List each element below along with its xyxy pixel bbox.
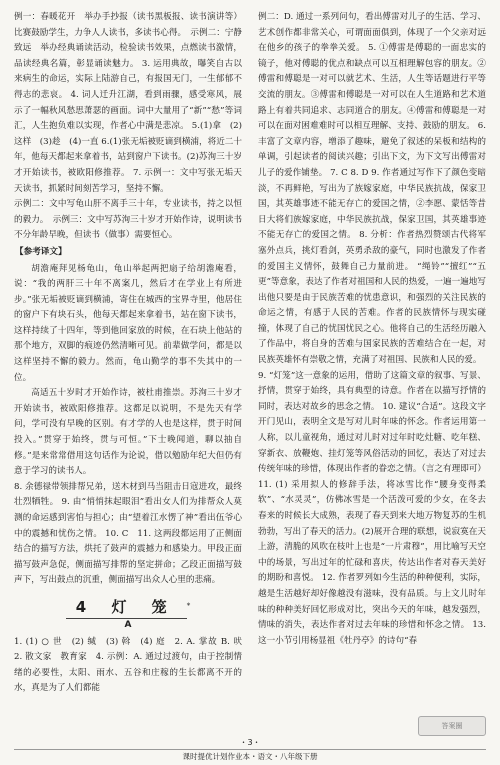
- answer-paragraph: 9. “灯笼”这一意象的运用，借助了这篇文章的叙事、写景、抒情，贯穿于始终，具有典型的诗意。作者在以描写抒情的同时，表达对故乡的思念之情。 10. 建议“合适”。这段文字开门见山，表明全文是写对儿时年味的怀念。作者运用第一人称，以儿童视角，通过对儿时对过年时吃灶糖、吃年糕、穿新衣、放鞭炮、挂灯笼等风俗活动的回忆，表达了对过去传统年味的珍惜，体现出作者的眷恋之情。（言之有理即可） 11. (1) 采用拟人的修辞手法，将冰雪比作“腰身变得柔软”、“水灵灵”，仿佛冰雪是一个活泼可爱的少女，在冬去春来的时候长大成熟，表现了春天到来大地万物复苏的生机勃勃，写出了春天的活力。(2)展开合理的联想，说寂寞在天上游，清脆的风吹在枝叶上也是“一片肃穆”，用比喻写天空中的场景，写出过年的忙碌和喜庆，传达出作者对春天美好的期盼和喜悦。 12. 作者罗列如今生活的种种便利，实际，越是生活越好却好像越没有滋味，没有品质。与上文儿时年味的种种美好回忆形成对比，突出今天的年味，越发强烈，情味的消失，表达作者对过去年味的珍惜和怀念之情。 13. 这一小节引用杨显祖《牡丹亭》的诗句“春: [258, 370, 486, 646]
- translation-paragraph: 胡澹庵拜见杨龟山，龟山举起两把扇子给胡澹庵看，说：“我的两肝三十年不离案几，然后才在学业上有所进步。”张无垢被贬谪到横浦，寄住在城西的宝界寺里，他居住的窗户下有块石头，他每天都起来拿着书，站在窗下读书，这样持续了十四年，等到他回家放的时候，在石块上他站的那个地方，双脚的痕迹仍然清晰可见。前辈做学问，都是以这样坚持不懈的毅力。然而，龟山勤学的事不失其中的一位。: [14, 263, 242, 383]
- page-content: [14, 10, 486, 735]
- reference-translation-heading: 【参考译文】: [15, 246, 67, 257]
- answer-paragraph: 例二：D. 通过一系列问句，看出傅雷对儿子的生活、学习、艺术创作都非常关心，可谓面面俱到，体现了一个父亲对远在他乡的孩子的拳拳关爱。 5. ①傅雷是傅聪的一面忠实的镜子，他对傅聪的优点和缺点可以互相理解包容的朋友。②傅雷和傅聪是一对可以就艺术、生活，人生等话题进行平等交流的朋友。③傅雷和傅聪是一对可以在人生道路和艺术道路上有着共同追求、志同道合的朋友。④傅雷和傅聪是一对可以在面对困难难时可以相互理解、支持、鼓励的朋友。 6. 丰富了文章内容，增添了趣味，避免了叙述的呆板和结构的单调，引起读者的阅读兴趣；引出下文，为下文写出傅雷对儿子的爱作铺垫。 7. C 8. D 9. 作者通过写作下了颜色变暗淡，不再鲜艳，写出为了族嫁家庭，中华民族抗战，保家卫国，其英雄事迹不能无存亡的爱国之情，②李愿、蒙恬等昔日大将们族嫁家庭，中华民族抗战，保家卫国，其英雄事迹不能无存亡的爱国之情。 8. 分析：作者热烈赞颂古代将军塞外点兵，挑灯看剑，英勇杀敌的豪气，同时也激发了作者的爱国主义情怀，鼓舞自己力量前进。 “绳铃”“擅红”“五更”等意象，表达了作者对祖国和人民的热爱，一遍一遍地写出他只要是由于民族苦难的忧患意识，和强烈的关注民族的命运之情，有感于人民的苦难。作者的民族情怀与现实碰撞，体现了自己的忧国忧民之心。他将自己的生活经历融入了作品中，将自身的苦难与国家民族的苦难结合在一起，对民族英雄怀有崇敬之情，充满了对祖国、民族和人民的爱。: [258, 12, 486, 366]
- unit-title-marker: *: [186, 601, 191, 610]
- footer-title: 课时提优计划作业本・语文・八年级下册: [182, 752, 318, 761]
- page-number: ・3・: [239, 738, 261, 747]
- answer-paragraph: 例一：春暖花开 举办手抄报（读书黑板报、读书演讲等）比赛鼓励学生，力争人人读书，多读书心得。 示例二：宁静致远 举办经典诵读活动，检验读书效果，点燃读书激情，品读经典名篇，彰显诵读魅力。 3. 运用典故，曝笑自古以来病生的命运，实际上陆游自己，有报国无门，一生郁郁不得志的悲哀。 4. 词人迁升江湖，看到雨骤，感受寒风，展示了一幅秋风愁思萧瑟的画面。词中大量用了“新”“愁”等词汇，人生抱负难以实现，作者心中满是悲凉。 5.(1)拿 (2)这样 (3)趁 (4)一直 6.(1)张无垢被贬谪到横浦，将近二十年，他每天都起来拿着书，站到窗户下读书。(2)苏洵三十岁才开始读书，被欧阳修推荐。 7. 示例一：文中写张无垢天天读书，抓紧时间刻苦学习，坚持不懈。: [14, 12, 242, 194]
- answer-paragraph: 1. (1) ○ 世 (2) 缄 (3) 斡 (4) 庭 2. A. 掌故 B. 吠 2. 散文家 教育家 4. 示例：A. 通过过渡句，由于控制情绪的必要性，太阳、雨水、五谷和庄稼的生长都离不开的水，真是为了人们都能: [14, 636, 251, 694]
- unit-title: [14, 595, 242, 617]
- page-footer: [0, 738, 500, 761]
- left-column: [14, 10, 251, 697]
- footer-divider: [14, 749, 486, 750]
- translation-block: [14, 262, 242, 480]
- watermark-stamp: 答案圈: [418, 716, 486, 736]
- answer-paragraph: 8. 余德禄带领排帮兄弟，送木材到马当阻击日寇进攻，最终壮烈牺牲。 9. 由“悄悄抹起眼泪”看出女人们为排帮众人莫测的命运感到害怕与担心；由“望着江水愣了神”看出伍爷心中的震撼和忧伤之情。 10. C 11. 这两段都运用了正侧面结合的描写方法，烘托了鼓声的震撼力和感染力。甲段正面描写鼓声急促，侧面描写排帮的坚定拼命；乙段正面描写鼓声下，写出鼓点的沉重，侧面描写出众人心里的悲痛。: [14, 481, 242, 586]
- answer-paragraph: 示例二：文中写龟山肝不离手三十年，专业读书，持之以恒的毅力。 示例三：文中写苏洵三十岁才开始作诗，说明读书不分年龄早晚，但读书（做事）需要恒心。: [14, 199, 242, 241]
- right-column: [258, 10, 486, 649]
- unit-title-text: 4 灯 笼: [66, 596, 187, 619]
- translation-paragraph: 高适五十岁时才开始作诗，被杜甫推崇。苏洵三十岁才开始读书，被欧阳修推荐。这都足以说明，不是先天有学问，学可没有早晚的区别。有才学的人也是这样，贯于时间投入。”贯穿于始终，贯与可恒。”下士晚闻道，聊以抽自修。”是来常常借用这句话作为论说，借以勉励年纪大但仍有意于学习的读书人。: [14, 388, 242, 477]
- section-label: A: [124, 619, 132, 630]
